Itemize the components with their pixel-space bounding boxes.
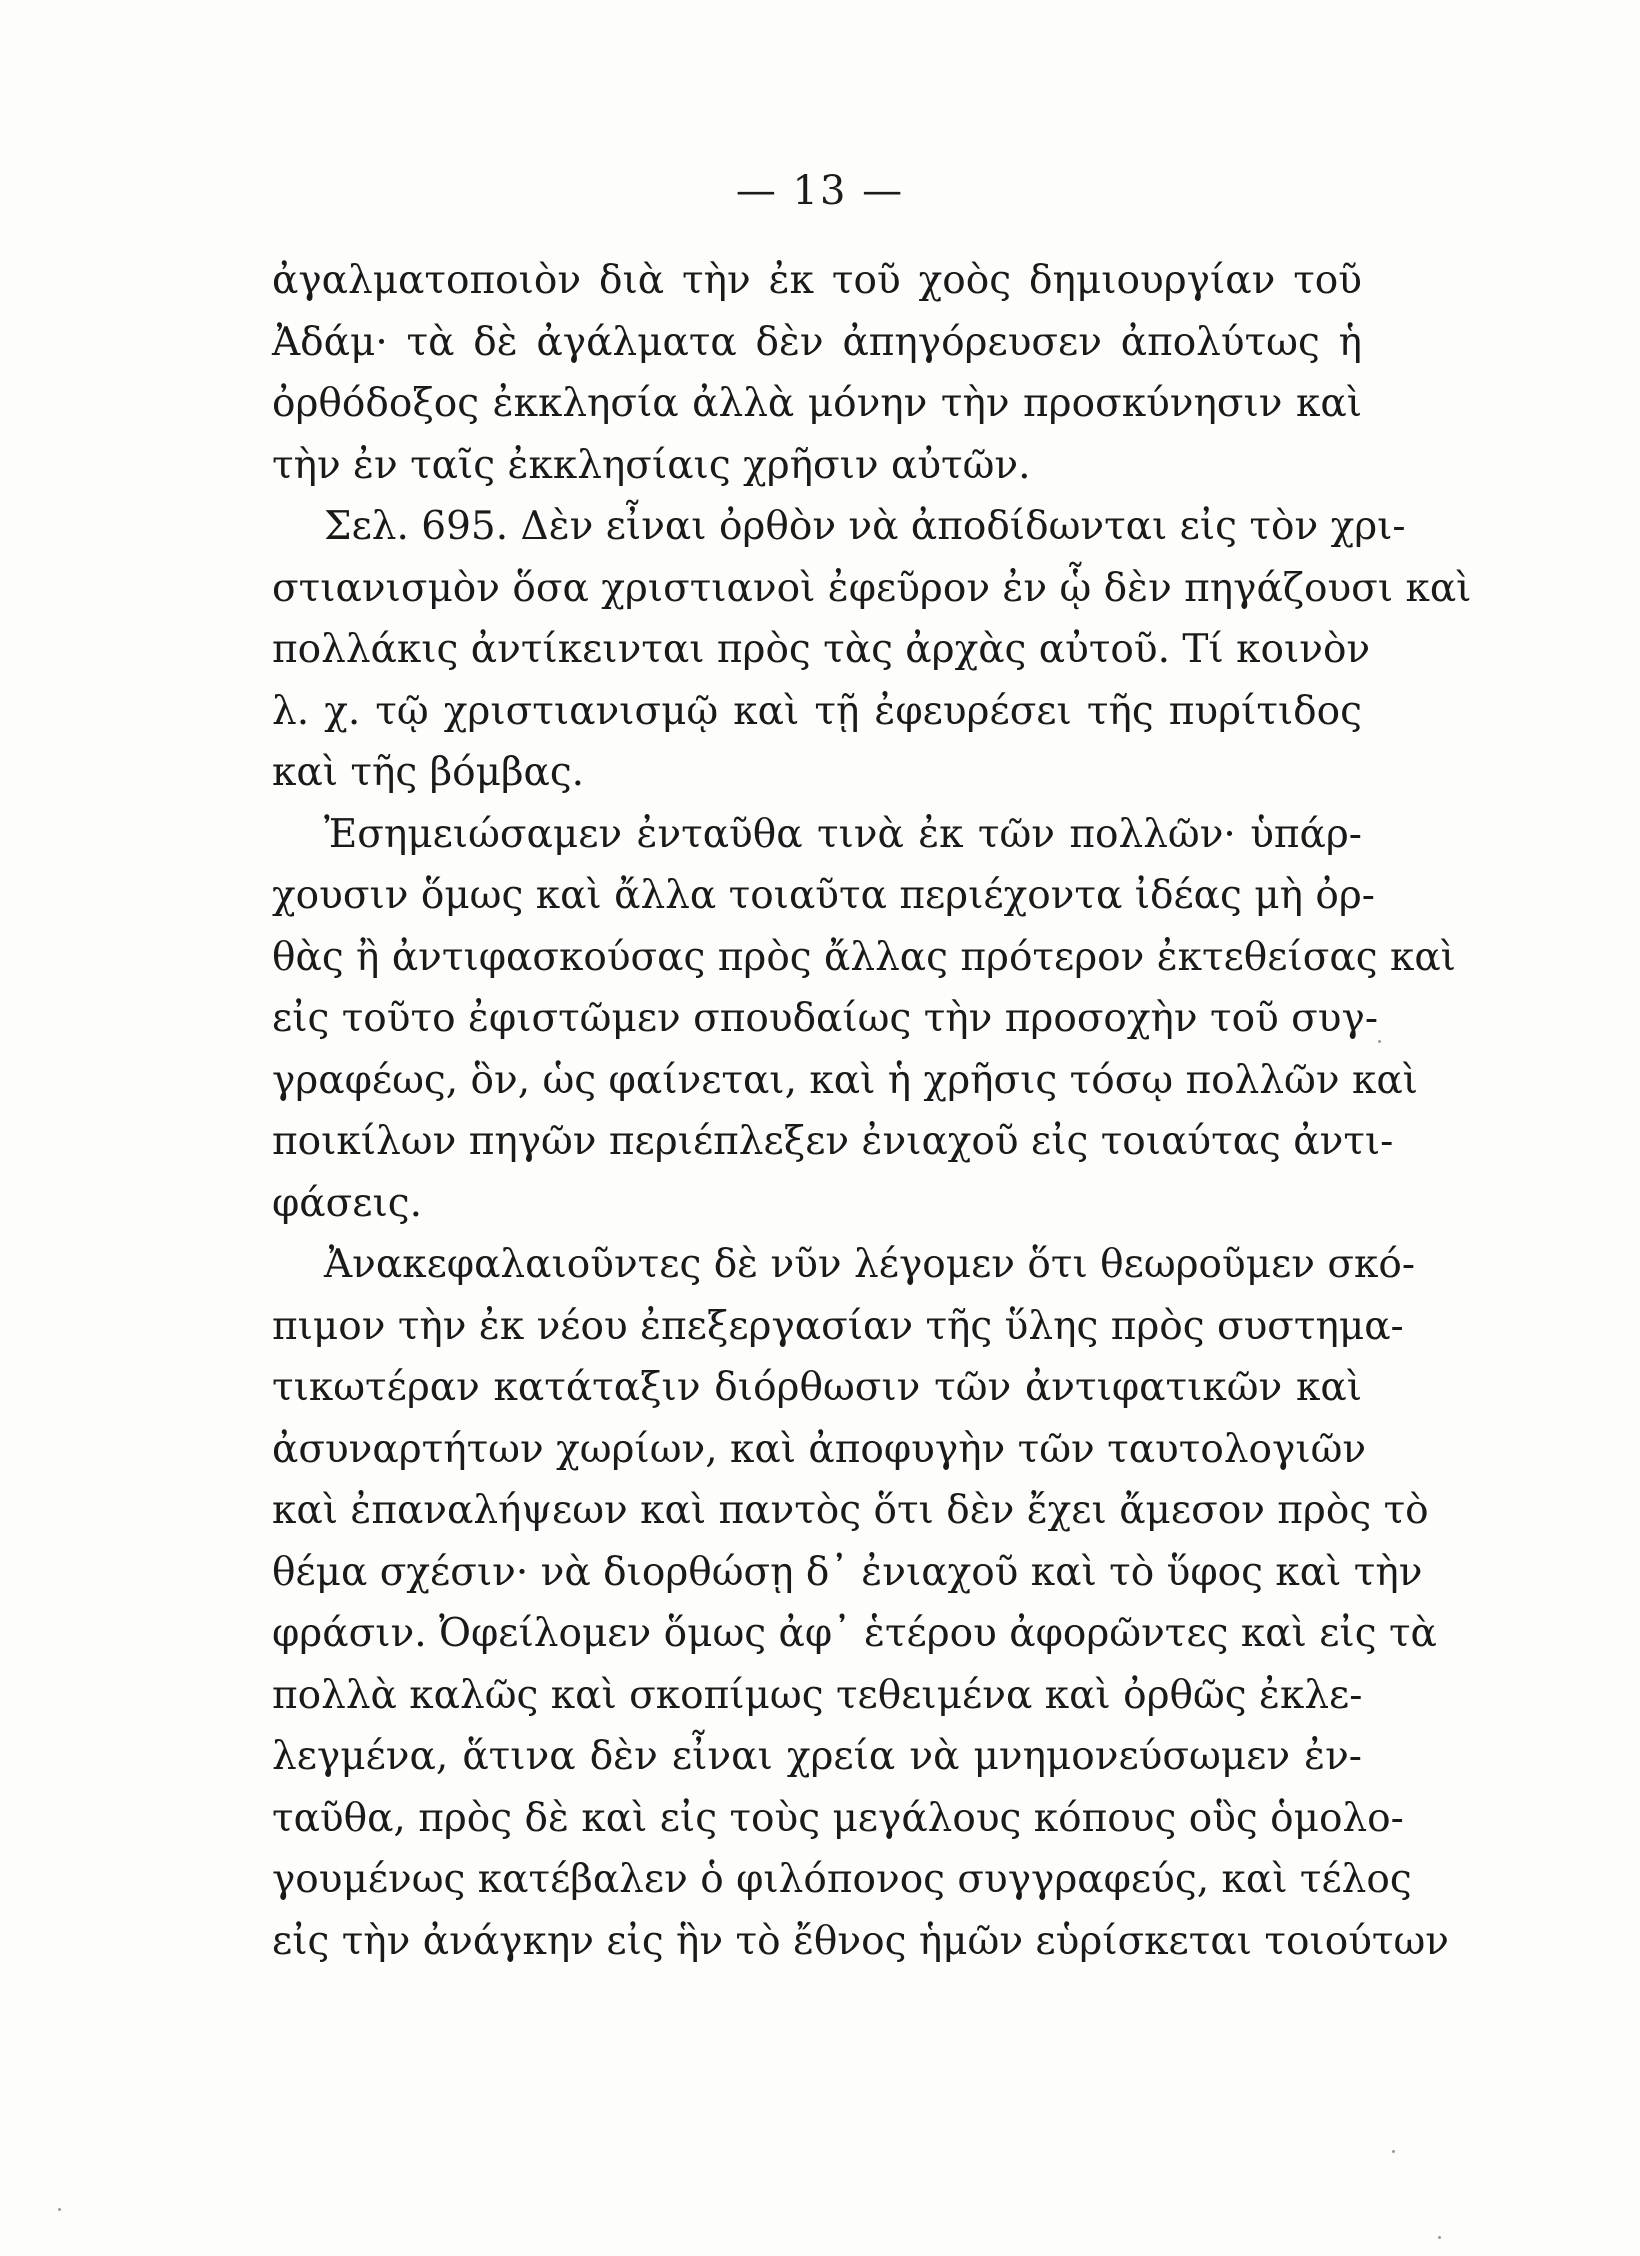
text-line: χουσιν ὅμως καὶ ἄλλα τοιαῦτα περιέχοντα ἰδέας μὴ ὀρ- [272,873,1375,918]
text-line: πολλάκις ἀντίκεινται πρὸς τὰς ἀρχὰς αὐτοῦ. Τί κοινὸν [272,627,1371,672]
paper-speck [1438,2236,1441,2239]
text-line: Ἀνακεφαλαιοῦντες δὲ νῦν λέγομεν ὅτι θεωροῦμεν σκό- [324,1242,1416,1287]
paper-speck [1378,1040,1381,1043]
text-line: λ. χ. τῷ χριστιανισμῷ καὶ τῇ ἐφευρέσει τῆς πυρίτιδος [272,688,1362,734]
body-text [272,250,1472,1972]
text-line: εἰς τὴν ἀνάγκην εἰς ἣν τὸ ἔθνος ἡμῶν εὑρίσκεται τοιούτων [272,1918,1449,1964]
text-line: ταῦθα, πρὸς δὲ καὶ εἰς τοὺς μεγάλους κόπους οὓς ὁμολο- [272,1795,1404,1841]
text-line: πολλὰ καλῶς καὶ σκοπίμως τεθειμένα καὶ ὀρθῶς ἐκλε- [272,1672,1363,1718]
text-line: ὀρθόδοξος ἐκκλησία ἀλλὰ μόνην τὴν προσκύνησιν καὶ [272,381,1362,426]
text-line: καὶ ἐπαναλήψεων καὶ παντὸς ὅτι δὲν ἔχει ἄμεσον πρὸς τὸ [272,1488,1429,1533]
text-line: Ἐσημειώσαμεν ἐνταῦθα τινὰ ἐκ τῶν πολλῶν· ὑπάρ- [324,811,1362,857]
text-line: τικωτέραν κατάταξιν διόρθωσιν τῶν ἀντιφατικῶν καὶ [272,1365,1362,1410]
paper-speck [1392,2150,1395,2153]
text-line: ἀσυναρτήτων χωρίων, καὶ ἀποφυγὴν τῶν ταυτολογιῶν [272,1426,1367,1472]
text-line: φάσεις. [272,1180,423,1226]
text-line: στιανισμὸν ὅσα χριστιανοὶ ἐφεῦρον ἐν ᾧ δὲν πηγάζουσι καὶ [272,565,1472,611]
text-line: εἰς τοῦτο ἐφιστῶμεν σπουδαίως τὴν προσοχὴν τοῦ συγ- [272,996,1378,1041]
text-line: θέμα σχέσιν· νὰ διορθώσῃ δ᾽ ἐνιαχοῦ καὶ τὸ ὕφος καὶ τὴν [272,1549,1423,1595]
page-number: — 13 — [735,168,905,214]
text-line: Σελ. 695. Δὲν εἶναι ὀρθὸν νὰ ἀποδίδωνται εἰς τὸν χρι- [324,504,1406,549]
text-line: θὰς ἢ ἀντιφασκούσας πρὸς ἄλλας πρότερον ἐκτεθείσας καὶ [272,934,1456,980]
text-line: πιμον τὴν ἐκ νέου ἐπεξεργασίαν τῆς ὕλης πρὸς συστημα- [272,1303,1404,1349]
text-line: ἀγαλματοποιὸν διὰ τὴν ἐκ τοῦ χοὸς δημιουργίαν τοῦ [272,258,1362,303]
text-line: τὴν ἐν ταῖς ἐκκλησίαις χρῆσιν αὐτῶν. [272,442,1031,488]
text-line: καὶ τῆς βόμβας. [272,750,585,795]
text-line: γουμένως κατέβαλεν ὁ φιλόπονος συγγραφεύς, καὶ τέλος [272,1857,1412,1902]
text-line: Ἀδάμ· τὰ δὲ ἀγάλματα δὲν ἀπηγόρευσεν ἀπολύτως ἡ [272,319,1362,365]
text-line: γραφέως, ὃν, ὡς φαίνεται, καὶ ἡ χρῆσις τόσῳ πολλῶν καὶ [272,1057,1418,1103]
text-line: φράσιν. Ὀφείλομεν ὅμως ἀφ᾽ ἑτέρου ἀφορῶντες καὶ εἰς τὰ [272,1611,1437,1656]
text-line: λεγμένα, ἅτινα δὲν εἶναι χρεία νὰ μνημονεύσωμεν ἐν- [272,1734,1362,1779]
text-line: ποικίλων πηγῶν περιέπλεξεν ἐνιαχοῦ εἰς τοιαύτας ἀντι- [272,1119,1394,1164]
paper-speck [58,2208,61,2211]
